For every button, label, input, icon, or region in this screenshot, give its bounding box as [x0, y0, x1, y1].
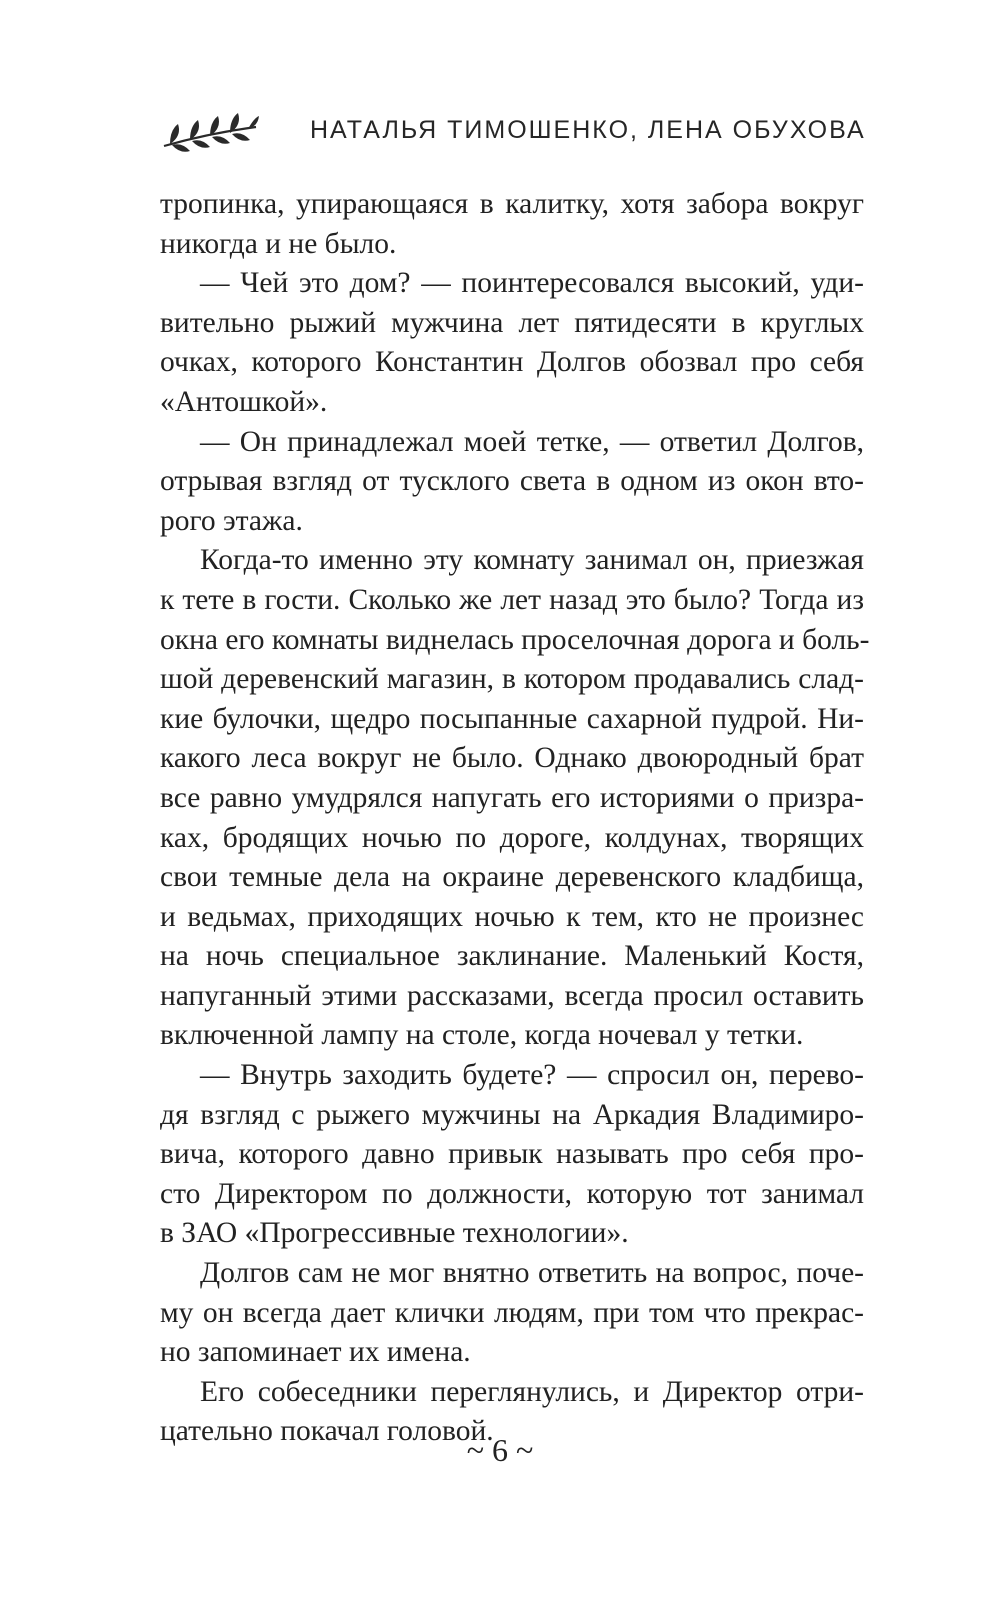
- text-line: Долгов сам не мог внятно ответить на вопрос, поче-: [200, 1257, 864, 1290]
- text-line: тропинка, упирающаяся в калитку, хотя забора вокруг: [160, 188, 864, 220]
- text-line: — Он принадлежал моей тетке, — ответил Долгов,: [200, 425, 864, 458]
- text-line: окна его комнаты виднелась проселочная дорога и боль-: [160, 623, 870, 656]
- text-line: к тете в гости. Сколько же лет назад это было? Тогда из: [160, 583, 864, 616]
- text-line: — Внутрь заходить будете? — спросил он, перево-: [200, 1059, 864, 1092]
- text-line: включенной лампу на столе, когда ночевал у тетки.: [160, 1019, 804, 1052]
- text-line: ках, бродящих ночью по дороге, колдунах, творящих: [160, 821, 864, 854]
- text-line: дя взгляд с рыжего мужчины на Аркадия Владимиро-: [160, 1098, 864, 1131]
- text-line: сто Директором по должности, которую тот занимал: [160, 1177, 864, 1210]
- text-line: напуганный этими рассказами, всегда просил оставить: [160, 979, 864, 1012]
- text-line: но запоминает их имена.: [160, 1336, 471, 1369]
- text-line: отрывая взгляд от тусклого света в одном из окон вто-: [160, 465, 864, 498]
- text-line: на ночь специальное заклинание. Маленький Костя,: [160, 940, 864, 973]
- text-line: все равно умудрялся напугать его историями о призра-: [160, 781, 864, 814]
- text-line: кие булочки, щедро посыпанные сахарной пудрой. Ни-: [160, 702, 864, 735]
- body-text: [160, 185, 870, 1452]
- page-number: ~ 6 ~: [466, 1432, 534, 1468]
- text-line: Его собеседники переглянулись, и Директор отри-: [200, 1375, 864, 1408]
- text-line: свои темные дела на окраине деревенского кладбища,: [160, 861, 864, 894]
- text-line: вича, которого давно привык называть про себя про-: [160, 1138, 864, 1171]
- text-line: в ЗАО «Прогрессивные технологии».: [160, 1217, 629, 1250]
- leaf-branch-icon: [160, 106, 260, 156]
- text-line: и ведьмах, приходящих ночью к тем, кто не произнес: [160, 900, 864, 933]
- text-line: Когда-то именно эту комнату занимал он, приезжая: [200, 544, 864, 577]
- running-head-title: НАТАЛЬЯ ТИМОШЕНКО, ЛЕНА ОБУХОВА: [310, 116, 866, 144]
- text-line: му он всегда дает клички людям, при том что прекрас-: [160, 1296, 864, 1329]
- running-head: [160, 100, 866, 160]
- text-line: цательно покачал головой.: [160, 1415, 494, 1448]
- text-line: вительно рыжий мужчина лет пятидесяти в круглых: [160, 306, 864, 339]
- text-line: шой деревенский магазин, в котором продавались слад-: [160, 663, 864, 696]
- text-line: очках, которого Константин Долгов обозвал про себя: [160, 346, 864, 379]
- text-line: какого леса вокруг не было. Однако двоюродный брат: [160, 742, 864, 775]
- text-line: никогда и не было.: [160, 227, 397, 260]
- text-line: «Антошкой».: [160, 385, 328, 418]
- text-line: — Чей это дом? — поинтересовался высокий, уди-: [200, 267, 864, 300]
- text-line: рого этажа.: [160, 504, 303, 537]
